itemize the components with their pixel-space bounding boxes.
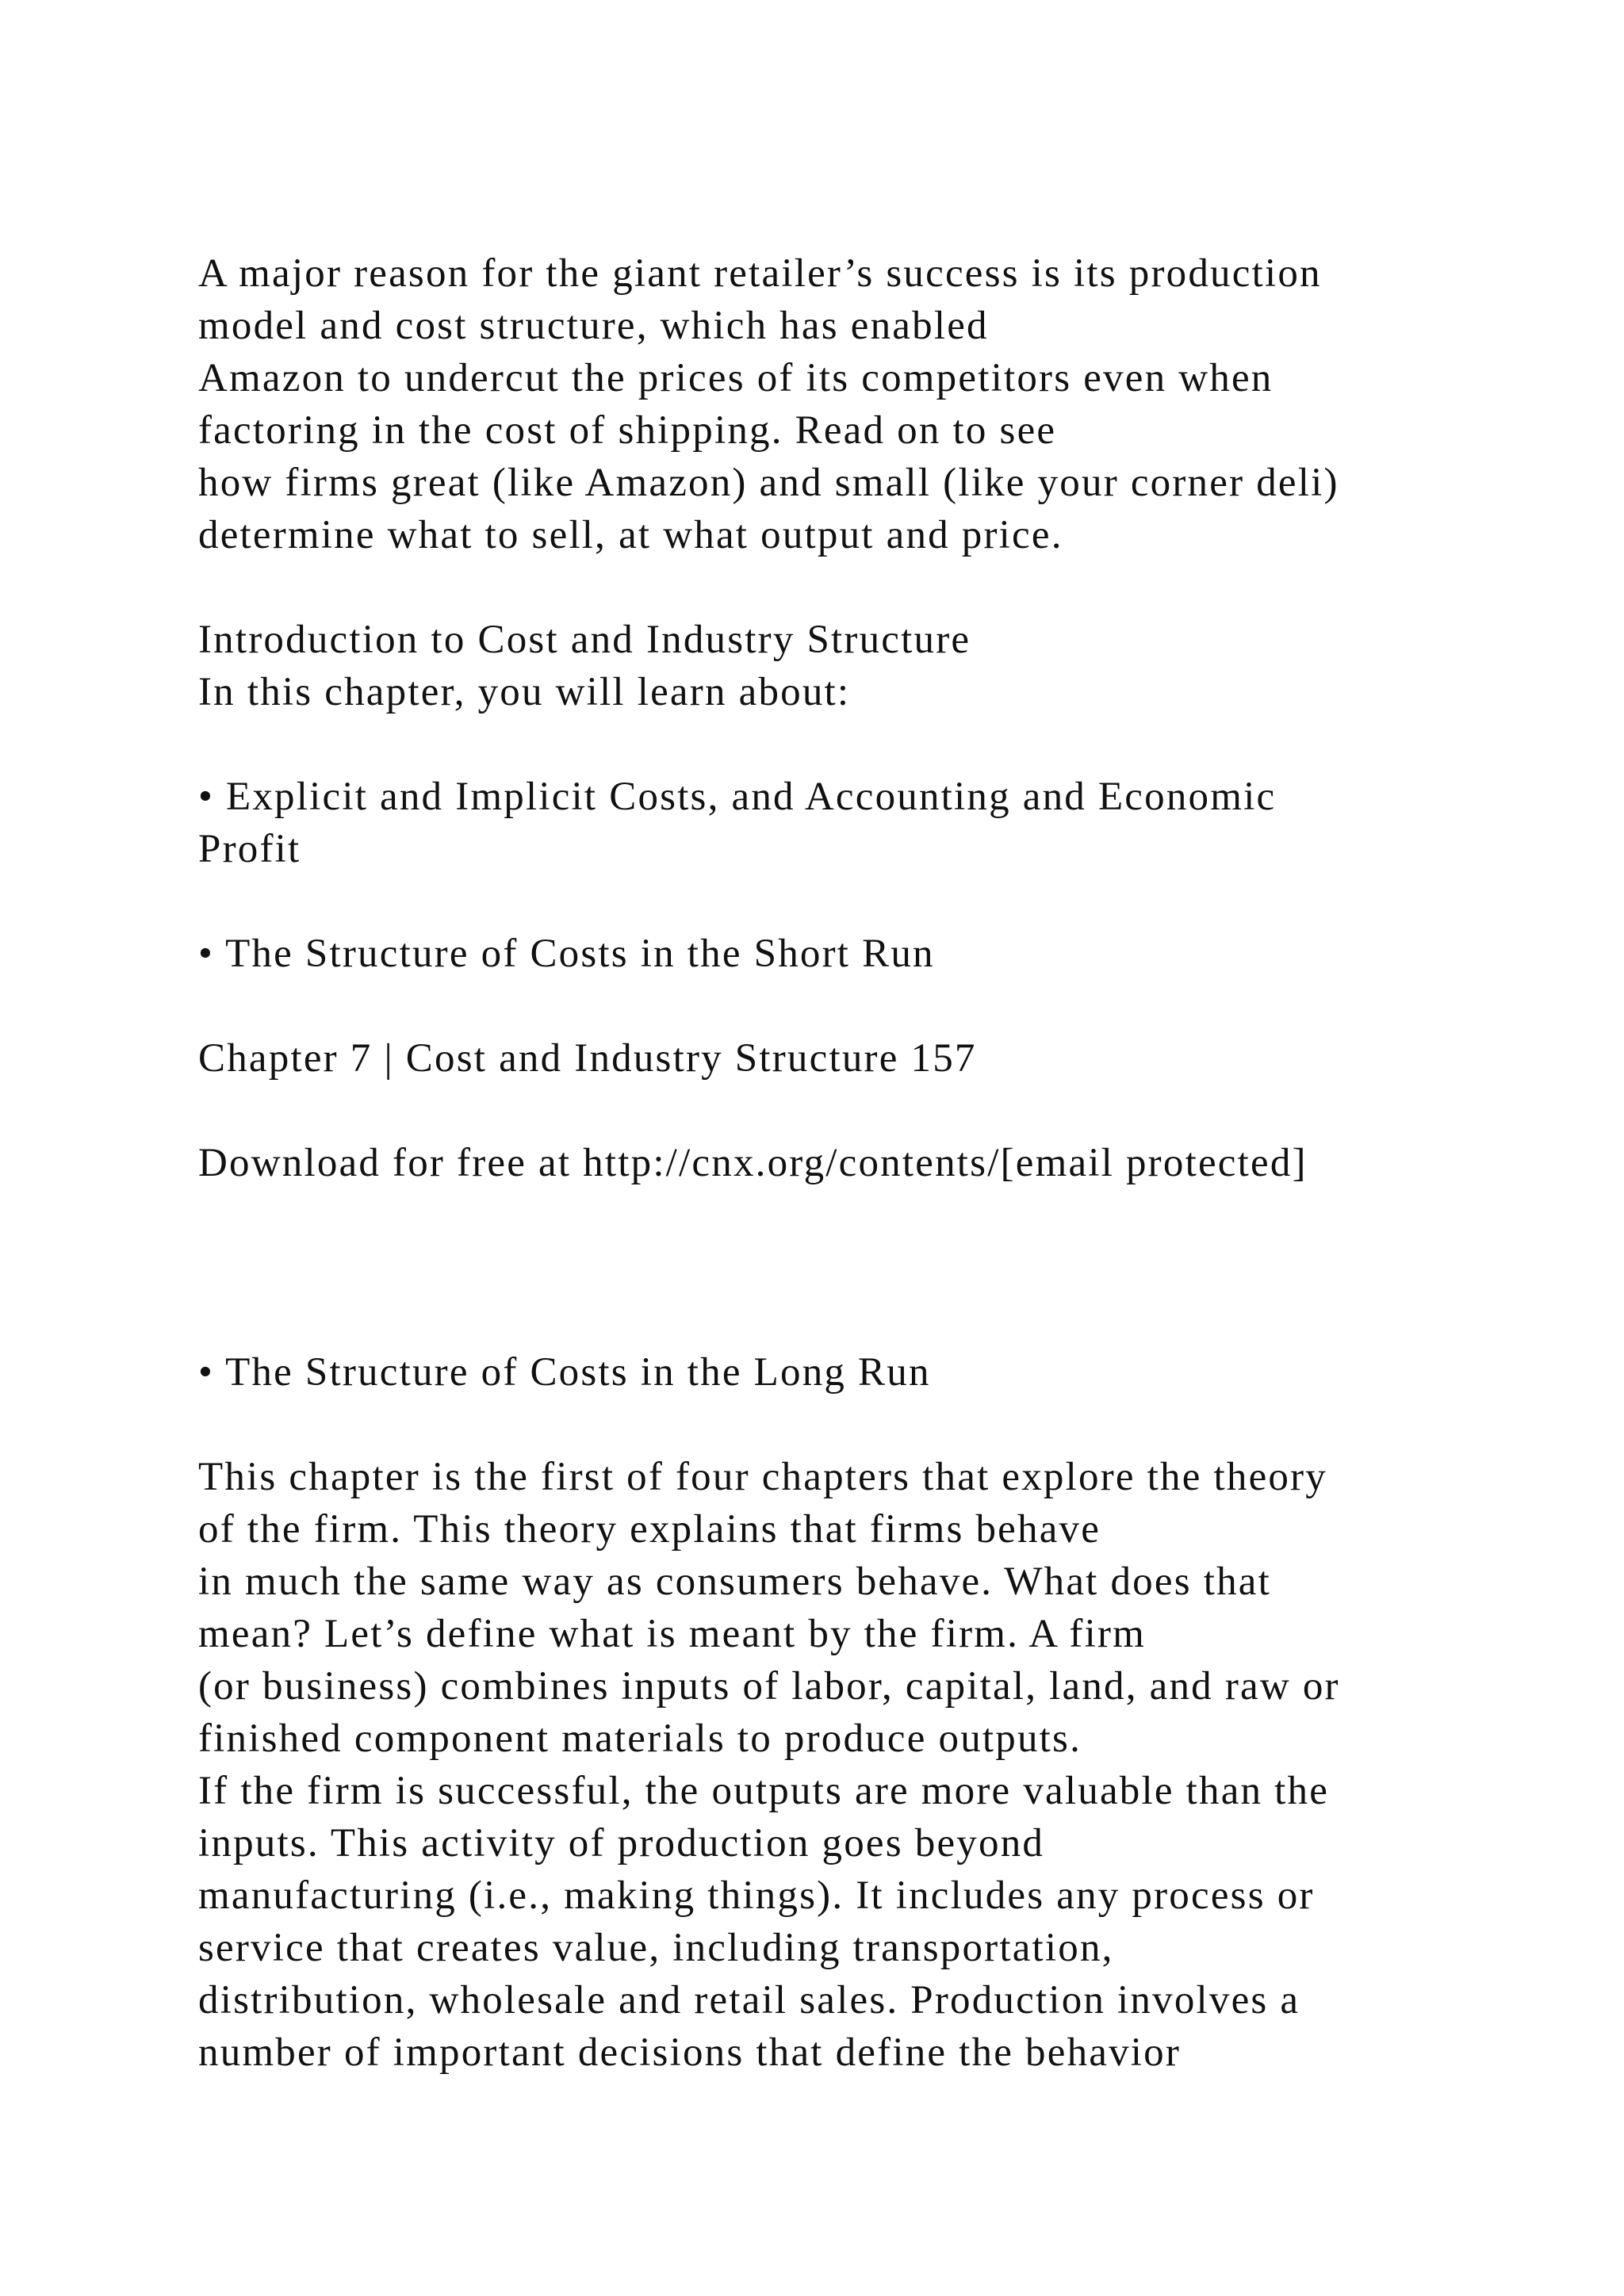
body-line: service that creates value, including transportation, xyxy=(198,1926,1114,1970)
paragraph-gap xyxy=(198,1399,1546,1451)
intro-line: A major reason for the giant retailer’s success is its production xyxy=(198,251,1322,296)
topic-line: • The Structure of Costs in the Short Run xyxy=(198,932,935,976)
paragraph-gap xyxy=(198,1085,1546,1137)
body-line: manufacturing (i.e., making things). It includes any process or xyxy=(198,1873,1315,1918)
chapter-footer xyxy=(198,1032,1546,1085)
learn-intro: In this chapter, you will learn about: xyxy=(198,670,851,714)
intro-line: Amazon to undercut the prices of its competitors even when xyxy=(198,356,1274,400)
intro-line: factoring in the cost of shipping. Read on to see xyxy=(198,408,1057,453)
body-line: finished component materials to produce outputs. xyxy=(198,1716,1082,1761)
intro-line: how firms great (like Amazon) and small (like your corner deli) xyxy=(198,461,1339,505)
chapter-page-line: Chapter 7 | Cost and Industry Structure 157 xyxy=(198,1036,977,1081)
body-line: distribution, wholesale and retail sales. Production involves a xyxy=(198,1978,1300,2022)
body-line: mean? Let’s define what is meant by the firm. A firm xyxy=(198,1612,1147,1656)
body-line: If the firm is successful, the outputs are more valuable than the xyxy=(198,1769,1330,1813)
download-footer xyxy=(198,1137,1546,1189)
topic-line: • Explicit and Implicit Costs, and Accounting and Economic xyxy=(198,775,1277,819)
paragraph-gap xyxy=(198,980,1546,1032)
topic-long-run xyxy=(198,1346,1546,1399)
section-intro xyxy=(198,614,1546,718)
paragraph-gap xyxy=(198,875,1546,928)
body-line: inputs. This activity of production goes beyond xyxy=(198,1821,1045,1866)
body-line: in much the same way as consumers behave. What does that xyxy=(198,1559,1271,1604)
paragraph-gap xyxy=(198,718,1546,771)
topic-line: • The Structure of Costs in the Long Run xyxy=(198,1350,931,1395)
body-line: (or business) combines inputs of labor, capital, land, and raw or xyxy=(198,1664,1340,1709)
intro-line: model and cost structure, which has enabled xyxy=(198,304,989,348)
body-line: of the firm. This theory explains that firms behave xyxy=(198,1507,1101,1552)
paragraph-gap xyxy=(198,561,1546,614)
document-page xyxy=(198,247,1546,2079)
body-line: number of important decisions that define the behavior xyxy=(198,2030,1182,2075)
download-line: Download for free at http://cnx.org/contents/[email protected] xyxy=(198,1141,1308,1185)
body-paragraph xyxy=(198,1451,1546,2079)
page-break-gap xyxy=(198,1189,1546,1346)
topic-explicit-implicit xyxy=(198,771,1546,875)
intro-line: determine what to sell, at what output and price. xyxy=(198,513,1063,557)
topic-short-run xyxy=(198,928,1546,980)
intro-paragraph xyxy=(198,247,1546,561)
body-line: This chapter is the first of four chapters that explore the theory xyxy=(198,1455,1328,1499)
topic-line: Profit xyxy=(198,827,301,871)
section-heading: Introduction to Cost and Industry Structure xyxy=(198,618,971,662)
